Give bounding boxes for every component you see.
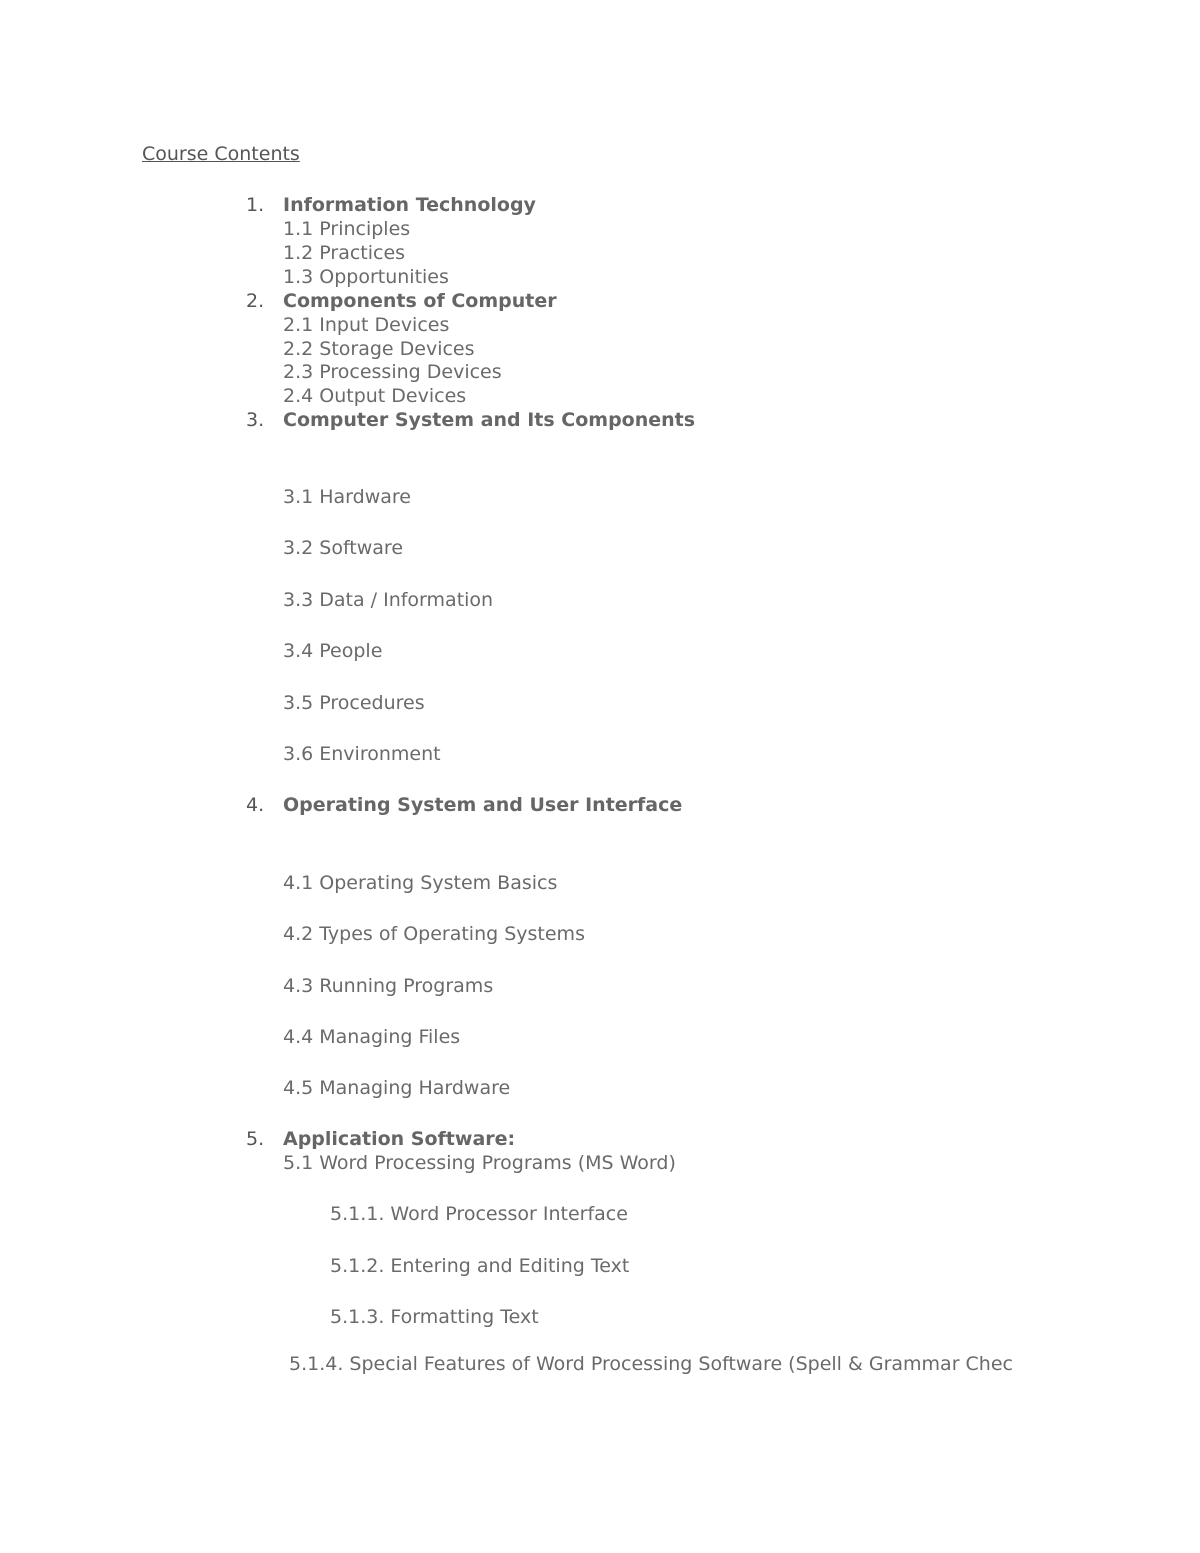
section-item: 2.4 Output Devices [283,385,467,407]
section-item: 1.2 Practices [283,242,406,264]
section-item: 5.1 Word Processing Programs (MS Word) [283,1152,676,1174]
section-item: 1.1 Principles [283,218,411,240]
section-item: 3.4 People [283,640,383,662]
subsection-item: 5.1.2. Entering and Editing Text [330,1255,630,1277]
section-number: 4. [246,794,265,816]
section-heading: Components of Computer [283,290,557,312]
page-title: Course Contents [142,143,300,165]
section-item: 4.5 Managing Hardware [283,1077,511,1099]
section-heading: Operating System and User Interface [283,794,683,816]
section-item: 4.4 Managing Files [283,1026,461,1048]
section-item: 3.6 Environment [283,743,441,765]
section-number: 3. [246,409,265,431]
section-item: 4.1 Operating System Basics [283,872,558,894]
section-number: 1. [246,194,265,216]
subsection-item: 5.1.3. Formatting Text [330,1306,539,1328]
subsection-item: 5.1.1. Word Processor Interface [330,1203,628,1225]
section-item: 2.1 Input Devices [283,314,450,336]
section-item: 3.5 Procedures [283,692,425,714]
section-item: 4.3 Running Programs [283,975,494,997]
section-number: 2. [246,290,265,312]
section-heading: Information Technology [283,194,536,216]
section-heading: Application Software: [283,1128,516,1150]
section-heading: Computer System and Its Components [283,409,696,431]
subsection-item: 5.1.4. Special Features of Word Processing Software (Spell & Grammar Chec [289,1353,1013,1375]
section-item: 4.2 Types of Operating Systems [283,923,585,945]
section-item: 3.1 Hardware [283,486,411,508]
section-number: 5. [246,1128,265,1150]
section-item: 3.3 Data / Information [283,589,494,611]
section-item: 1.3 Opportunities [283,266,449,288]
section-item: 2.2 Storage Devices [283,338,475,360]
section-item: 2.3 Processing Devices [283,361,502,383]
section-item: 3.2 Software [283,537,404,559]
